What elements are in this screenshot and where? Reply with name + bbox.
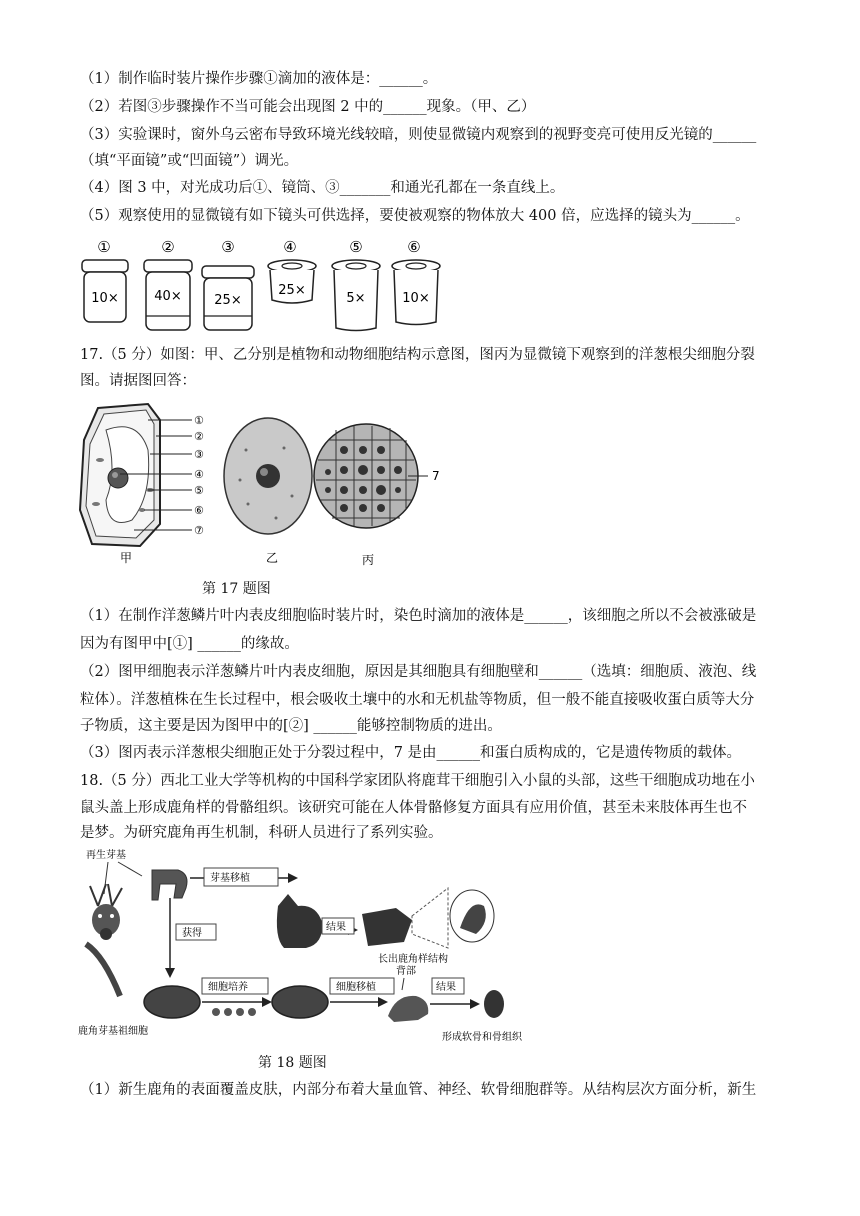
lens-4-magnification: 25× bbox=[278, 283, 306, 298]
q17-sub2-line3: 子物质，这主要是因为图甲中的[②] ______能够控制物质的进出。 bbox=[80, 718, 502, 734]
q17-intro-line2: 图。请据图回答： bbox=[80, 373, 196, 389]
mouse-icon bbox=[388, 996, 428, 1022]
q16-sub1: （1）制作临时装片操作步骤①滴加的液体是：______。 bbox=[80, 71, 438, 87]
lens-3-magnification: 25× bbox=[214, 293, 242, 308]
lens-5 bbox=[332, 238, 380, 331]
label-result-1: 结果 bbox=[326, 922, 346, 933]
label-6: ⑥ bbox=[194, 504, 204, 517]
label-result-2: 结果 bbox=[436, 982, 456, 993]
q16-sub4: （4）图 3 中，对光成功后①、镜筒、③_______和通光孔都在一条直线上。 bbox=[80, 180, 565, 196]
lens-figure bbox=[76, 236, 446, 336]
bud-icon bbox=[152, 870, 187, 900]
cell-figure bbox=[78, 400, 448, 570]
q17-sub2-line1: （2）图甲细胞表示洋葱鳞片叶内表皮细胞，原因是其细胞具有细胞壁和______（选填：细胞质、液泡、线 bbox=[80, 664, 757, 680]
q17-sub1-line2: 因为有图甲中[①] ______的缘故。 bbox=[80, 636, 299, 652]
q17-intro-line1: 17.（5 分）如图：甲、乙分别是植物和动物细胞结构示意图，图丙为显微镜下观察到的洋葱根尖细胞分裂 bbox=[80, 347, 755, 363]
lens-2-magnification: 40× bbox=[154, 289, 182, 304]
deer-head-icon bbox=[90, 884, 122, 940]
antler-icon bbox=[86, 944, 120, 996]
q18-intro-line1: 18.（5 分）西北工业大学等机构的中国科学家团队将鹿茸干细胞引入小鼠的头部，这些干细胞成功地在小 bbox=[80, 773, 755, 789]
label-formed-tissue: 形成软骨和骨组织 bbox=[442, 1032, 522, 1043]
cell-a-name: 甲 bbox=[120, 551, 133, 565]
q18-intro-line3: 是梦。为研究鹿角再生机制，科研人员进行了系列实验。 bbox=[80, 825, 443, 841]
label-antler-structure: 长出鹿角样结构 bbox=[378, 954, 448, 965]
deer-experiment-figure bbox=[78, 844, 538, 1044]
label-cell-transplant: 细胞移植 bbox=[336, 982, 376, 993]
label-seven: 7 bbox=[432, 469, 440, 483]
lens-5-magnification: 5× bbox=[346, 291, 366, 306]
label-2: ② bbox=[194, 430, 204, 443]
fig18-caption: 第 18 题图 bbox=[258, 1055, 327, 1071]
q16-sub3-line1: （3）实验课时，窗外乌云密布导致环境光线较暗，则使显微镜内观察到的视野变亮可使用反光镜的______ bbox=[80, 127, 757, 143]
q17-sub3: （3）图丙表示洋葱根尖细胞正处于分裂过程中，7 是由______和蛋白质构成的，它是遗传物质的载体。 bbox=[80, 745, 742, 761]
lens-5-number: ⑤ bbox=[349, 238, 363, 256]
label-7: ⑦ bbox=[194, 524, 204, 537]
label-4: ④ bbox=[194, 468, 204, 481]
cell-c-name: 丙 bbox=[362, 553, 375, 567]
label-1: ① bbox=[194, 414, 204, 427]
lens-2 bbox=[144, 238, 192, 330]
label-stem-cells: 鹿角芽基祖细胞 bbox=[78, 1026, 148, 1037]
result-animal-icon bbox=[362, 908, 412, 946]
q16-sub3-line2: （填“平面镜”或“凹面镜”）调光。 bbox=[80, 153, 299, 169]
lens-4-number: ④ bbox=[283, 238, 297, 256]
lens-1-number: ① bbox=[97, 238, 111, 256]
lens-4 bbox=[268, 238, 316, 303]
animal-cell-diagram bbox=[224, 418, 312, 534]
q16-sub5: （5）观察使用的显微镜有如下镜头可供选择，要使被观察的物体放大 400 倍，应选择的镜头为______。 bbox=[80, 208, 750, 224]
label-cell-culture: 细胞培养 bbox=[208, 982, 248, 993]
fig17-caption: 第 17 题图 bbox=[202, 581, 271, 597]
q16-sub2: （2）若图③步骤操作不当可能会出现图 2 中的______现象。（甲、乙） bbox=[80, 99, 536, 115]
q17-sub2-line2: 粒体）。洋葱植株在生长过程中，根会吸收土壤中的水和无机盐等物质，但一般不能直接吸收蛋白质等大分 bbox=[80, 692, 755, 708]
lens-6-number: ⑥ bbox=[407, 238, 421, 256]
petri-dish-2 bbox=[272, 986, 328, 1018]
q17-sub1-line1: （1）在制作洋葱鳞片叶内表皮细胞临时装片时，染色时滴加的液体是______，该细胞之所以不会被涨破是 bbox=[80, 608, 757, 624]
lens-3 bbox=[202, 238, 254, 330]
lens-6 bbox=[392, 238, 440, 325]
petri-dish-1 bbox=[144, 986, 200, 1018]
lens-6-magnification: 10× bbox=[402, 291, 430, 306]
label-obtain: 获得 bbox=[182, 928, 202, 939]
lens-2-number: ② bbox=[161, 238, 175, 256]
plant-cell-diagram bbox=[80, 404, 192, 546]
lens-1 bbox=[82, 238, 128, 322]
root-tip-diagram bbox=[314, 424, 428, 528]
recipient-animal-icon bbox=[277, 894, 322, 948]
label-3: ③ bbox=[194, 448, 204, 461]
label-back: 背部 bbox=[396, 966, 416, 977]
q18-sub1: （1）新生鹿角的表面覆盖皮肤，内部分布着大量血管、神经、软骨细胞群等。从结构层次方面分析，新生 bbox=[80, 1082, 757, 1098]
tissue-icon bbox=[484, 990, 504, 1018]
cell-b-name: 乙 bbox=[266, 551, 279, 565]
q18-intro-line2: 鼠头盖上形成鹿角样的骨骼组织。该研究可能在人体骨骼修复方面具有应用价值，甚至未来肢体再生也不 bbox=[80, 800, 747, 816]
label-5: ⑤ bbox=[194, 484, 204, 497]
label-regen-bud: 再生芽基 bbox=[86, 850, 126, 861]
label-bud-transplant: 芽基移植 bbox=[210, 873, 250, 884]
lens-1-magnification: 10× bbox=[91, 291, 119, 306]
lens-3-number: ③ bbox=[221, 238, 235, 256]
